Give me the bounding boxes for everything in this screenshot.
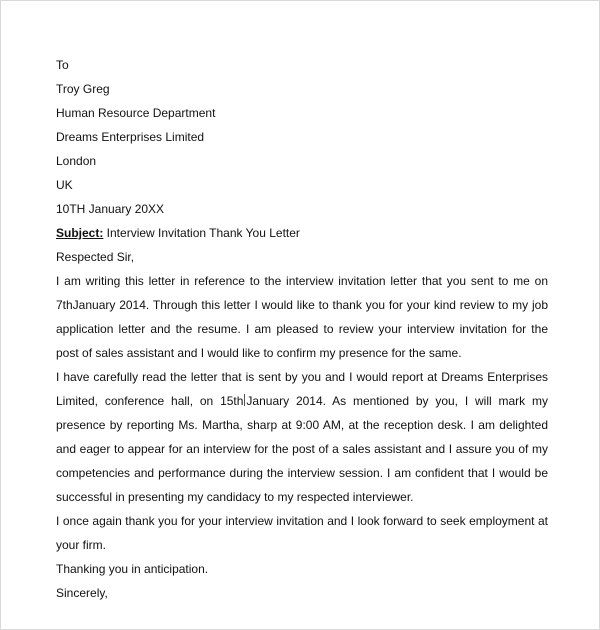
subject-text: Interview Invitation Thank You Letter	[103, 226, 300, 240]
paragraph-3: I once again thank you for your interview invitation and I look forward to seek employment at your firm.	[56, 514, 548, 552]
subject-label: Subject:	[56, 226, 104, 240]
recipient-name: Troy Greg	[56, 82, 110, 96]
recipient-city: London	[56, 154, 97, 168]
closing-line: Thanking you in anticipation.	[56, 562, 209, 576]
letter-body	[56, 53, 548, 605]
subject-line	[56, 221, 548, 245]
recipient-country: UK	[56, 178, 73, 192]
recipient-department: Human Resource Department	[56, 106, 216, 120]
paragraph-2	[56, 365, 548, 509]
greeting: Respected Sir,	[56, 250, 135, 264]
letter-date: 10TH January 20XX	[56, 202, 165, 216]
to-label: To	[56, 58, 69, 72]
paragraph-2-part-1: I have carefully read the letter that is sent by you and I would report at Dreams Enterprises Limited, conference hall, on 15th	[56, 370, 548, 408]
sign-off: Sincerely,	[56, 586, 108, 600]
paragraph-2-part-2: January 2014. As mentioned by you, I will mark my presence by reporting Ms. Martha, sharp at 9:00 AM, at the reception desk. I am delighted and eager to appear for an interview for the post of a sales assistant and I assure you of my competencies and performance during the interview session. I am confident that I would be successful in presenting my candidacy to my respected interviewer.	[56, 394, 548, 504]
paragraph-1: I am writing this letter in reference to the interview invitation letter that you sent to me on 7thJanuary 2014. Through this letter I would like to thank you for your kind review to my job application letter and the resume. I am pleased to review your interview invitation for the post of sales assistant and I would like to confirm my presence for the same.	[56, 274, 548, 360]
recipient-company: Dreams Enterprises Limited	[56, 130, 205, 144]
